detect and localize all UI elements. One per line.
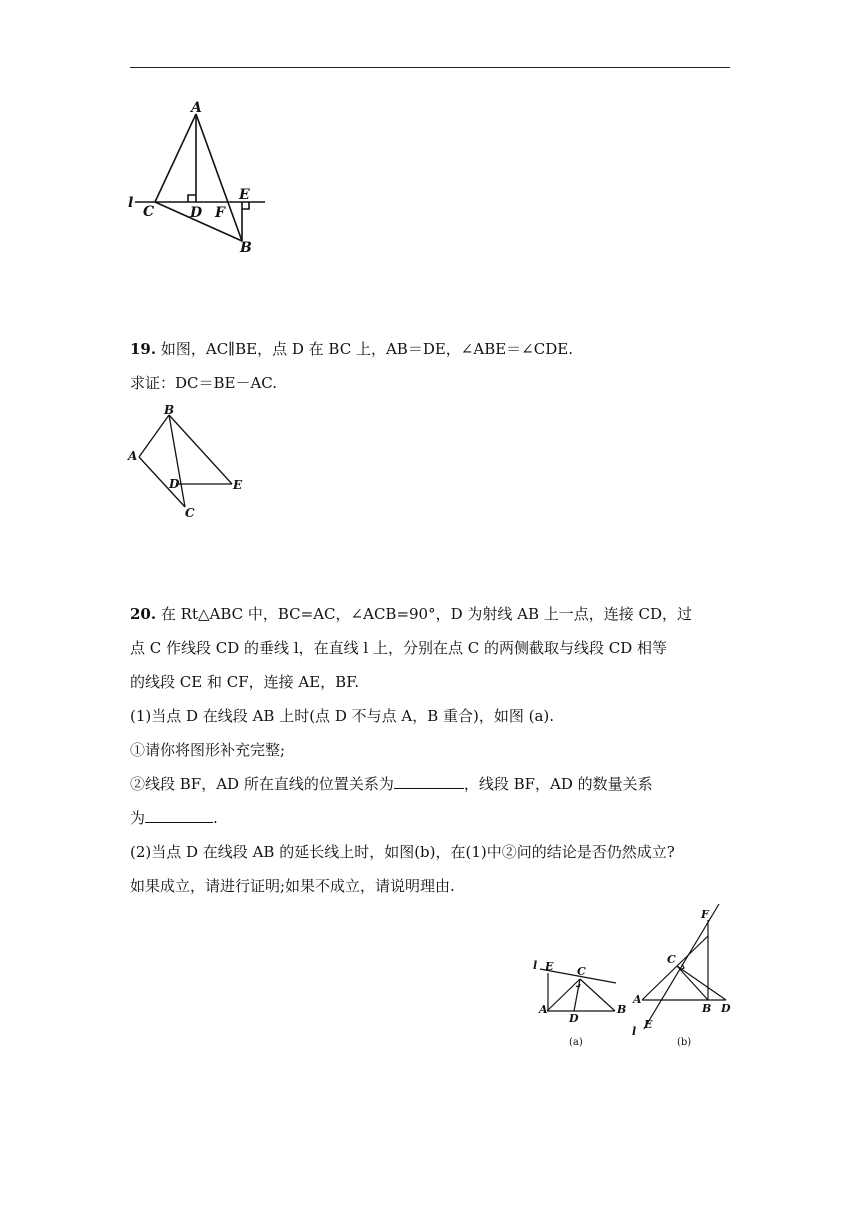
fig-a-label-E: E: [545, 960, 554, 973]
q19-label-E: E: [233, 478, 243, 492]
q19-label-A: A: [128, 449, 138, 463]
fig-a-label-D: D: [569, 1012, 579, 1025]
q18-label-D: D: [190, 205, 203, 221]
q20-line-4: (1)当点 D 在线段 AB 上时(点 D 不与点 A，B 重合)，如图 (a).: [130, 707, 555, 725]
answer-blank-quantity[interactable]: [145, 808, 213, 823]
fig-a-label-A: A: [539, 1003, 548, 1016]
q18-label-E: E: [239, 187, 250, 203]
q18-label-C: C: [143, 204, 155, 220]
fig-b-caption: (b): [677, 1037, 692, 1048]
q20-line-3: 的线段 CE 和 CF，连接 AE，BF.: [130, 673, 360, 691]
q19-label-B: B: [164, 403, 175, 417]
q19-line-2: 求证：DC＝BE－AC.: [130, 374, 278, 392]
q20-figure-b: [628, 900, 738, 1050]
fig-b-label-F: F: [701, 908, 709, 921]
q20-figure-a: [530, 955, 630, 1055]
q20-line-9: 如果成立，请进行证明;如果不成立，请说明理由.: [130, 877, 455, 895]
q20-line-6: ②线段 BF，AD 所在直线的位置关系为 ，线段 BF，AD 的数量关系: [130, 775, 653, 793]
q19-figure: [125, 400, 255, 520]
answer-blank-position[interactable]: [394, 774, 464, 789]
q19-number: 19.: [130, 340, 157, 358]
q20-line-2: 点 C 作线段 CD 的垂线 l，在直线 l 上，分别在点 C 的两侧截取与线段 CD 相等: [130, 639, 668, 657]
q20-number: 20.: [130, 605, 157, 623]
q18-label-A: A: [191, 100, 202, 116]
q19-line-1: 19. 如图，AC∥BE，点 D 在 BC 上，AB＝DE，∠ABE＝∠CDE.: [130, 340, 573, 358]
fig-a-label-C: C: [577, 965, 586, 978]
q18-figure: [125, 100, 275, 260]
q18-label-B: B: [240, 240, 252, 256]
fig-a-label-B: B: [617, 1003, 627, 1016]
q18-label-F: F: [215, 205, 225, 221]
fig-b-label-l: l: [632, 1025, 637, 1038]
fig-a-label-l: l: [533, 959, 538, 972]
q18-label-l: l: [128, 195, 134, 211]
fig-b-label-E: E: [644, 1018, 653, 1031]
q20-line-1: 20. 在 Rt△ABC 中，BC=AC，∠ACB=90°，D 为射线 AB 上一点，连接 CD，过: [130, 605, 693, 623]
fig-b-label-A: A: [633, 993, 642, 1006]
q20-line-5: ①请你将图形补充完整;: [130, 741, 286, 759]
fig-b-label-B: B: [702, 1002, 712, 1015]
fig-a-caption: (a): [569, 1037, 583, 1048]
q20-line-8: (2)当点 D 在线段 AB 的延长线上时，如图(b)，在(1)中②问的结论是否仍然成立?: [130, 843, 675, 861]
q19-label-D: D: [169, 477, 180, 491]
fig-b-label-D: D: [721, 1002, 731, 1015]
q19-label-C: C: [185, 506, 195, 520]
header-rule: [130, 67, 730, 68]
q20-line-7: 为 .: [130, 809, 218, 827]
fig-b-label-C: C: [667, 953, 676, 966]
